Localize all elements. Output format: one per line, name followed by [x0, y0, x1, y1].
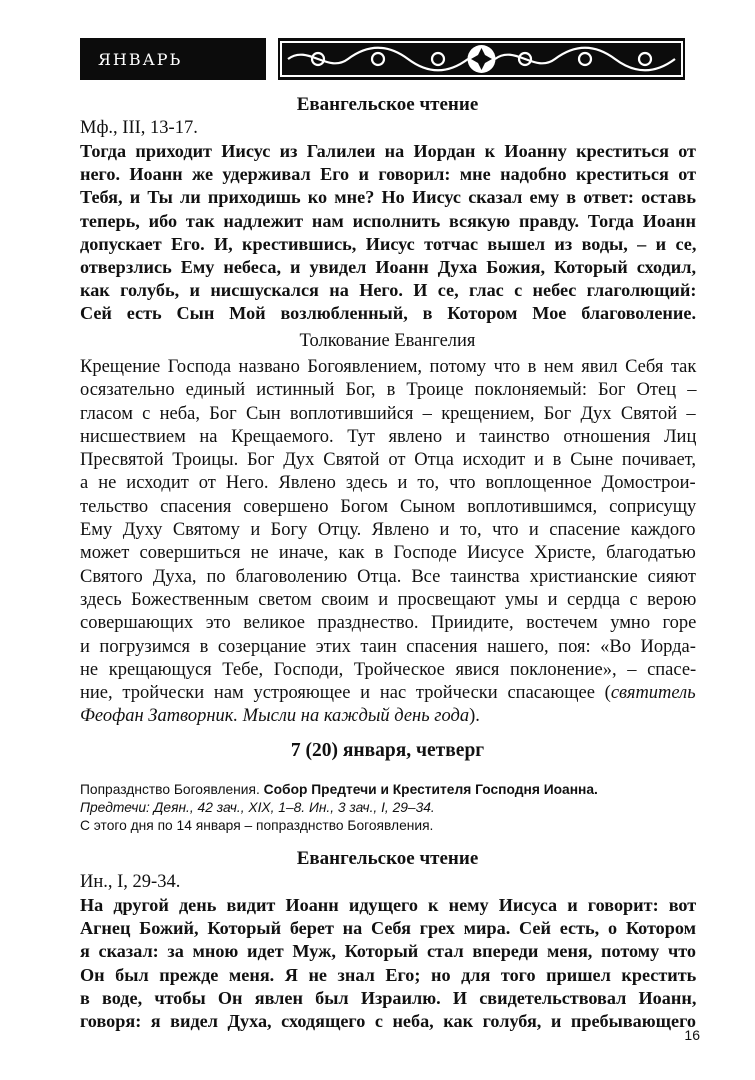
ornament-band-icon: [278, 38, 685, 80]
text-line: Крещение Господа названо Богоявлением, потому что в нем явил Себя так: [80, 357, 697, 377]
text-line: может совершиться не иначе, как в Господе Иисусе Христе, благодатью: [80, 543, 696, 564]
period-line: С этого дня по 14 января – попразднство Богоявления.: [80, 818, 434, 833]
commentary-text: [80, 356, 696, 729]
feast-plain: Попразднство Богоявления.: [80, 782, 264, 797]
text-line: [80, 705, 696, 728]
page-header: [80, 38, 685, 80]
text-line: [80, 682, 696, 705]
text-line: осязательно единый истинный Бог, в Троице поклоняемый: Бог Отец –: [80, 380, 697, 401]
text-fragment: ние, тройчески нам устрояющее и нас тройчески спасающее (: [80, 683, 611, 704]
text-line: тельство спасения совершено Богом Сыном воплотившимся, соприсущу: [80, 496, 697, 517]
citation-author: святитель: [610, 683, 696, 704]
text-line: Сей есть Сын Мой возлюбленный, в Котором Мое благоволение.: [80, 303, 696, 324]
text-line: не крещающуся Тебе, Господи, Тройческое явися поклонение», – спасе-: [80, 659, 697, 680]
text-line: говоря: я видел Духа, сходящего с неба, как голубя, и пребывающего: [80, 1011, 696, 1032]
text-line: Святого Духа, по благоволению Отца. Все таинства христианские сияют: [80, 566, 696, 587]
feast-line: [80, 781, 700, 799]
day-note: [80, 781, 700, 835]
text-line: Тогда приходит Иисус из Галилеи на Иордан к Иоанну креститься от: [80, 141, 696, 161]
citation-end: ).: [469, 706, 480, 727]
text-line: в воде, чтобы Он явлен был Израилю. И свидетельствовал Иоанн,: [80, 987, 697, 1008]
readings-line: Предтечи: Деян., 42 зач., XIX, 1–8. Ин., 3 зач., I, 29–34.: [80, 800, 435, 815]
text-line: Пресвятой Троицы. Бог Дух Святой от Отца исходит и в Сыне почивает,: [80, 450, 697, 471]
gospel-reading-heading: Евангельское чтение: [296, 94, 479, 115]
text-line: Ему Духу Святому и Богу Отцу. Явлено и то, что и спасение каждого: [80, 520, 696, 541]
gospel-text: [80, 140, 696, 326]
text-line: Он был прежде меня. Я не знал Его; но для того пришел крестить: [80, 964, 697, 985]
text-line: я сказал: за мною идет Муж, Который стал впереди меня, потому что: [80, 941, 696, 962]
day-title: 7 (20) января, четверг: [290, 740, 485, 761]
gospel-reference-2: Ин., I, 29-34.: [80, 872, 181, 892]
text-line: теперь, ибо так надлежит нам исполнить всякую правду. Тогда Иоанн: [80, 210, 696, 231]
feast-bold: Собор Предтечи и Крестителя Господня Иоанна.: [263, 782, 598, 797]
text-line: и погрузимся в созерцание этих таин спасения нашего, поя: «Во Иорда-: [80, 636, 696, 657]
text-line: совершающих это великое празднество. Приидите, востечем умно горе: [80, 613, 697, 634]
month-label: ЯНВАРЬ: [80, 38, 266, 80]
text-line: Тебя, и Ты ли приходишь ко мне? Но Иисус сказал ему в ответ: оставь: [80, 187, 696, 208]
text-line: а не исходит от Него. Явлено здесь и то, что воплощенное Домострои-: [80, 473, 696, 494]
citation-source: Феофан Затворник. Мысли на каждый день года: [80, 706, 470, 727]
gospel-text-2: [80, 894, 696, 1033]
text-line: допускает Его. И, крестившись, Иисус тотчас вышел из воды, – и се,: [80, 233, 697, 254]
text-line: нисшествием на Крещаемого. Тут явлено и таинство отношения Лиц: [80, 426, 697, 447]
text-line: него. Иоанн же удерживал Его и говорил: мне надобно креститься от: [80, 164, 696, 185]
text-line: как голубь, и нисшускался на Него. И се, глас с небес глаголющий:: [80, 280, 697, 301]
text-line: Агнец Божий, Который берет на Себя грех мира. Сей есть, о Котором: [80, 918, 696, 939]
text-line: На другой день видит Иоанн идущего к нему Иисуса и говорит: вот: [80, 895, 697, 915]
page-number: 16: [684, 1027, 700, 1043]
gospel-reading-heading-2: Евангельское чтение: [296, 848, 479, 869]
text-line: здесь Божественным светом своим и просвещают умы и сердца с верою: [80, 589, 697, 610]
commentary-heading: Толкование Евангелия: [299, 331, 476, 351]
text-line: гласом с неба, Бог Сын воплотившийся – крещением, Бог Дух Святой –: [80, 403, 696, 424]
text-line: отверзлись Ему небеса, и увидел Иоанн Духа Божия, Который сходил,: [80, 257, 696, 278]
gospel-reference: Мф., III, 13-17.: [80, 118, 198, 138]
